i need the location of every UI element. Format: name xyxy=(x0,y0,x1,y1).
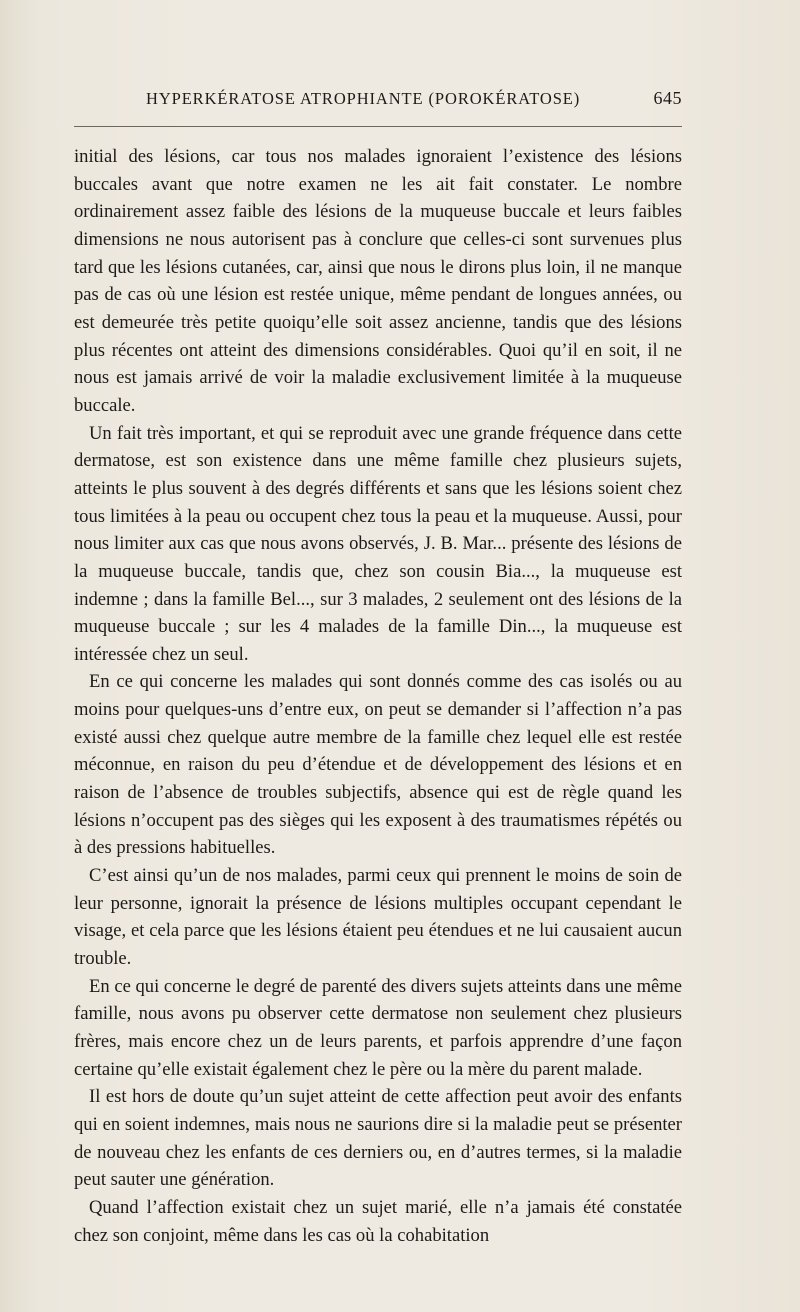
running-header xyxy=(146,88,682,114)
paragraph-2: Un fait très important, et qui se reproduit avec une grande fréquence dans cette dermatose, est son existence dans une même famille chez plusieurs sujets, atteints le plus souvent à des degrés différents et sans que les lésions soient chez tous limitées à la peau ou occupent chez tous la peau et la muqueuse. Aussi, pour nous limiter aux cas que nous avons observés, J. B. Mar... présente des lésions de la muqueuse buccale, tandis que, chez son cousin Bia..., la muqueuse est indemne ; dans la famille Bel..., sur 3 malades, 2 seulement ont des lésions de la muqueuse buccale ; sur les 4 malades de la famille Din..., la muqueuse est intéressée chez un seul. xyxy=(74,422,682,665)
paragraph-6: Il est hors de doute qu’un sujet atteint de cette affection peut avoir des enfants qui en soient indemnes, mais nous ne saurions dire si la maladie peut se présenter de nouveau chez les enfants de ces derniers ou, en d’autres termes, si la maladie peut sauter une génération. xyxy=(74,1086,682,1191)
paragraph-3: En ce qui concerne les malades qui sont donnés comme des cas isolés ou au moins pour quelques-uns d’entre eux, on peut se demander si l’affection n’a pas existé aussi chez quelque autre membre de la famille chez lequel elle est restée méconnue, en raison du peu d’étendue et de développement des lésions et en raison de l’absence de troubles subjectifs, absence qui est de règle quand les lésions n’occupent pas des sièges qui les exposent à des traumatismes répétés ou à des pressions habituelles. xyxy=(74,671,682,859)
running-title: HYPERKÉRATOSE ATROPHIANTE (POROKÉRATOSE) xyxy=(146,89,581,108)
page-number: 645 xyxy=(653,88,682,108)
body-text xyxy=(74,143,682,1249)
paragraph-1: initial des lésions, car tous nos malades ignoraient l’existence des lésions buccales avant que notre examen ne les ait fait constater. Le nombre ordinairement assez faible des lésions de la muqueuse buccale et leurs faibles dimensions ne nous autorisent pas à conclure que celles-ci sont survenues plus tard que les lésions cutanées, car, ainsi que nous le dirons plus loin, il ne manque pas de cas où une lésion est restée unique, même pendant de longues années, ou est demeurée très petite quoiqu’elle soit assez ancienne, tandis que des lésions plus récentes ont atteint des dimensions considérables. Quoi qu’il en soit, il ne nous est jamais arrivé de voir la maladie exclusivement limitée à la muqueuse buccale. xyxy=(74,146,682,416)
paragraph-5: En ce qui concerne le degré de parenté des divers sujets atteints dans une même famille, nous avons pu observer cette dermatose non seulement chez plusieurs frères, mais encore chez un de leurs parents, et parfois apprendre d’une façon certaine qu’elle existait également chez le père ou la mère du parent malade. xyxy=(74,975,682,1080)
paragraph-4: C’est ainsi qu’un de nos malades, parmi ceux qui prennent le moins de soin de leur personne, ignorait la présence de lésions multiples occupant cependant le visage, et cela parce que les lésions étaient peu étendues et ne lui causaient aucun trouble. xyxy=(74,865,682,970)
paragraph-7: Quand l’affection existait chez un sujet marié, elle n’a jamais été constatée chez son conjoint, même dans les cas où la cohabitation xyxy=(74,1196,682,1246)
header-rule xyxy=(74,126,682,127)
